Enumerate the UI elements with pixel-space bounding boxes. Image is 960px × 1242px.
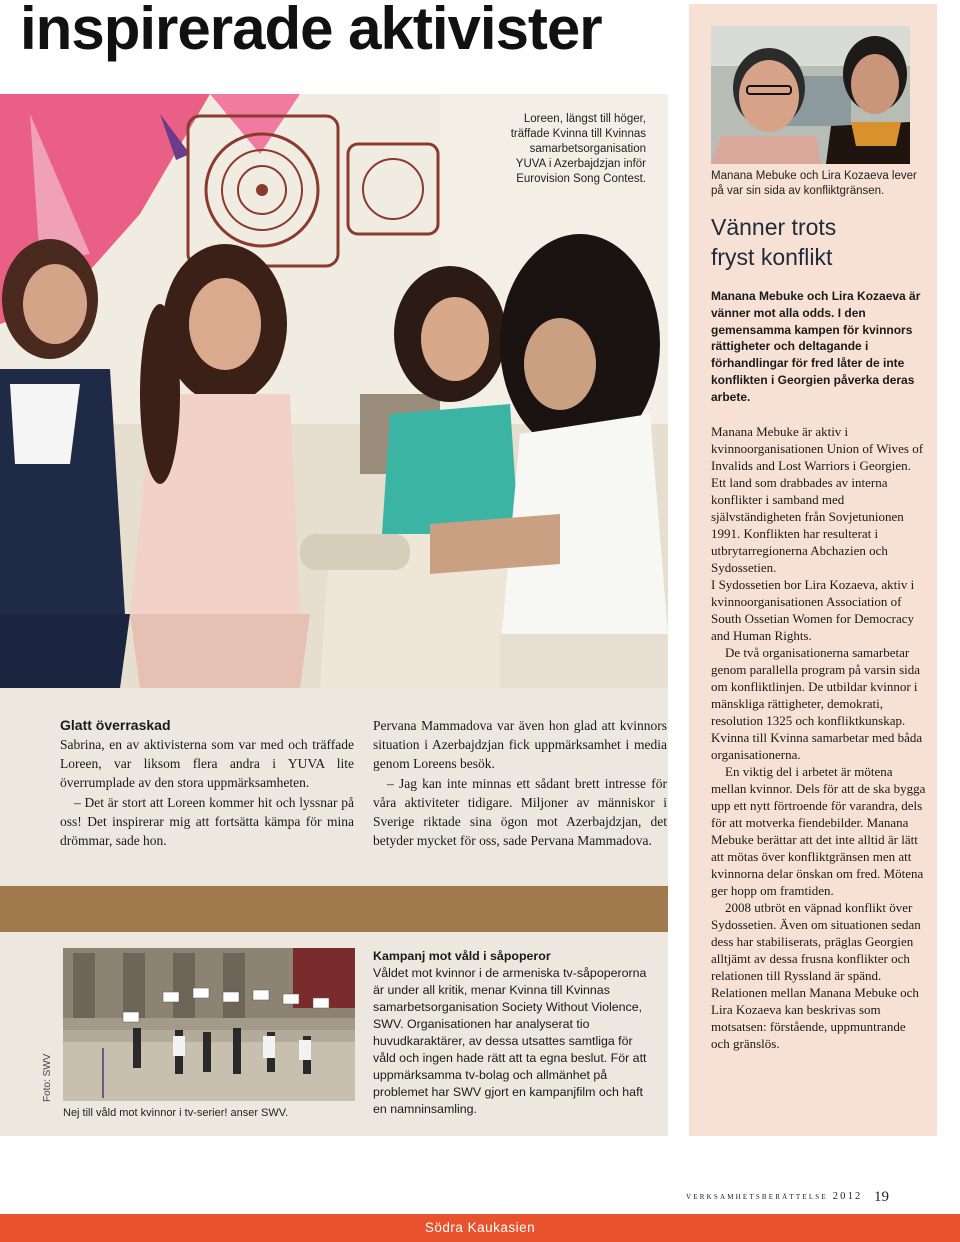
article-left-paragraph: Sabrina, en av aktivisterna som var med och träffade Loreen, var liksom flera andra i YUVA lite överrumplade av den stora uppmärksamheten. bbox=[60, 737, 354, 791]
article-left-paragraph: – Det är stort att Loreen kommer hit och lyssnar på oss! Det inspirerar mig att fortsätta kämpa för mina drömmar, sade hon. bbox=[60, 794, 354, 849]
sidebar-photo-caption: Manana Mebuke och Lira Kozaeva lever på var sin sida av konfliktgränsen. bbox=[711, 170, 917, 197]
article-left-heading: Glatt överraskad bbox=[60, 717, 171, 733]
sidebar-title-line: Vänner trots bbox=[711, 214, 837, 240]
section-label: Södra Kaukasien bbox=[424, 1220, 536, 1235]
sidebar-photo bbox=[711, 26, 910, 164]
article-left bbox=[60, 716, 354, 850]
report-name: verksamhetsberättelse 2012 bbox=[686, 1191, 863, 1202]
campaign-photo bbox=[63, 948, 355, 1101]
campaign-photo-caption: Nej till våld mot kvinnor i tv-serier! anser SWV. bbox=[63, 1107, 289, 1119]
sidebar-paragraph: En viktig del i arbetet är mötena mellan kvinnor. Dels för att de ska bygga upp ett nytt förtroende för varandra, dels för att motverka fiendebilder. Manana Mebuke berättar att det inte alltid är lätt att mötas över konfliktgränsen men att kvinnorna delar önskan om fred. Mötena ger hopp om framtiden. bbox=[711, 764, 926, 898]
sidebar-body bbox=[711, 423, 926, 1052]
sidebar-paragraph: Manana Mebuke är aktiv i kvinnoorganisationen Union of Wives of Invalids and Lost Warriors i Georgien. Ett land som drabbades av interna konflikter i samband med självständigheten från Sovjetunionen 1991. Konflikten har resulterat i utbrytarregionerna Abchazien och Sydossetien. bbox=[711, 424, 924, 575]
sidebar-paragraph: I Sydossetien bor Lira Kozaeva, aktiv i kvinnoorganisationen Association of South Ossetian Women for Democracy and Human Rights. bbox=[711, 577, 915, 643]
sidebar-ingress: Manana Mebuke och Lira Kozaeva är vänner mot alla odds. I den gemensamma kampen för kvinnors rättigheter och deltagande i förhandlingar för fred låter de inte konflikten i Georgien påverka deras arbete. bbox=[711, 289, 921, 404]
sidebar-title bbox=[711, 212, 931, 272]
main-photo-caption: Loreen, längst till höger, träffade Kvinna till Kvinnas samarbetsorganisation YUVA i Azerbajdzjan inför Eurovision Song Contest. bbox=[510, 113, 646, 185]
campaign-box bbox=[373, 948, 649, 1118]
sidebar-paragraph: De två organisationerna samarbetar genom parallella program på varsin sida om konfliktlinjen. De utbildar kvinnor i mänskliga rättigheter, demokrati, resolution 1325 och konfliktkunskap. Kvinna till Kvinna samarbetar med båda organisationerna. bbox=[711, 645, 923, 762]
article-right-paragraph: – Jag kan inte minnas ett sådant brett intresse för våra aktiviteter tidigare. Miljoner av människor i Sverige riktade sina ögon mot Azerbajdzjan, det betyder mycket för oss, sade Pervana Mammadova. bbox=[373, 775, 667, 849]
sidebar-paragraph: 2008 utbröt en väpnad konflikt över Sydossetien. Även om situationen sedan dess har stabiliserats, präglas Georgien alltjämt av dessa frusna konflikter och relationen till Ryssland är spänd. Relationen mellan Manana Mebuke och Lira Kozaeva kan beskrivas som motsatsen: förstående, uppmuntrande och gränslös. bbox=[711, 900, 921, 1051]
article-right bbox=[373, 716, 667, 850]
sidebar-title-line: fryst konflikt bbox=[711, 244, 833, 270]
campaign-body: Våldet mot kvinnor i de armeniska tv-såpoperorna är under all kritik, menar Kvinna till Kvinnas samarbetsorganisation Society Without Violence, SWV. Organisationen har analyserat tio huvudkaraktärer, av dessa utsattes samtliga för våld och ingen hade rätt att ta egna beslut. För att uppmärksamma tv-bolag och allmänhet på problemet har SWV gjort en kampanjfilm och haft en namninsamling. bbox=[373, 966, 647, 1116]
article-right-paragraph: Pervana Mammadova var även hon glad att kvinnors situation i Azerbajdzjan fick uppmärksamhet i media genom Loreens besök. bbox=[373, 718, 667, 772]
page-number: 19 bbox=[874, 1189, 889, 1205]
photo-credit: Foto: SWV bbox=[42, 1053, 53, 1102]
page-headline: inspirerade aktivister bbox=[20, 0, 602, 62]
divider-band bbox=[0, 886, 668, 932]
campaign-heading: Kampanj mot våld i såpoperor bbox=[373, 949, 551, 963]
